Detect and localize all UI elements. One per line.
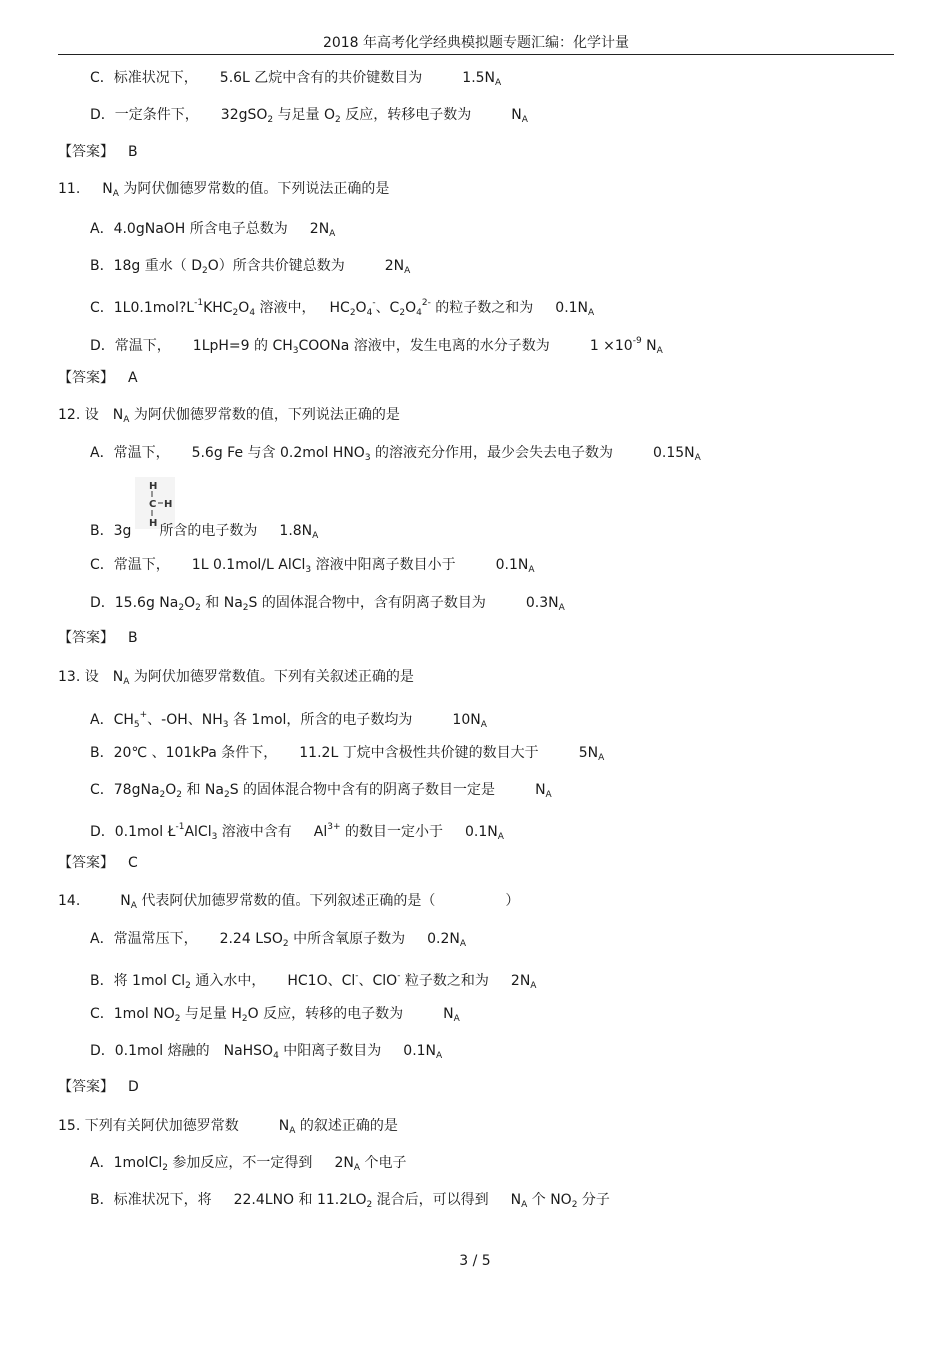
header-divider [58,54,894,55]
q15-option-a: A．1molCl$_2$ 参加反应，不一定得到 $2N_A$ 个电子 [90,1155,407,1173]
q13-option-a: A．$CH_5^+$、-OH、$NH_3$ 各 1mol，所含的电子数均为 $10N_A$ [90,710,487,730]
q11-answer: 【答案】 A [58,370,138,386]
q12-stem: 12. 设 $N_A$ 为阿伏伽德罗常数的值，下列说法正确的是 [58,407,400,425]
page-number: 3 / 5 [459,1253,491,1269]
q11-option-c: C．$1L0.1mol?L^{-1}KHC_2O_4$ 溶液中， $HC_2O_4^-$、$C_2O_4^{2-}$ 的粒子数之和为 $0.1N_A$ [90,298,595,318]
q13-option-c: C．$78gNa_2O_2$ 和 $Na_2S$ 的固体混合物中含有的阴离子数目一定是 $N_A$ [90,782,552,800]
q15-option-b: B．标准状况下，将 22.4LNO 和 $11.2LO_2$ 混合后，可以得到 $N_A$ 个 $NO_2$ 分子 [90,1192,610,1210]
q12-option-b: B．3g 所含的电子数为 $1.8N_A$ [90,523,319,541]
q10-answer: 【答案】 B [58,144,138,160]
formula-h-bottom: H [149,518,158,529]
q14-option-d: D．0.1mol 熔融的 NaHSO$_4$ 中阳离子数目为 $0.1N_A$ [90,1043,443,1061]
q13-option-b: B．20℃ 、101kPa 条件下， 11.2L 丁烷中含极性共价键的数目大于 $5N_A$ [90,745,605,763]
q13-option-d: D．0.1mol $Ł^{-1}AlCl_3$ 溶液中含有 $Al^{3+}$ 的数目一定小于 $0.1N_A$ [90,822,504,842]
q11-option-d: D．常温下， 1LpH=9 的 $CH_3COONa$ 溶液中，发生电离的水分子数为 $1 \times 10^{-9}$ $N_A$ [90,336,663,356]
q13-stem: 13. 设 $N_A$ 为阿伏加德罗常数值。下列有关叙述正确的是 [58,669,414,687]
q12-answer: 【答案】 B [58,630,138,646]
q13-answer: 【答案】 C [58,855,138,871]
q10-option-c: C．标准状况下， 5.6L 乙烷中含有的共价键数目为 $1.5N_A$ [90,70,502,88]
q14-stem: 14. $N_A$ 代表阿伏加德罗常数的值。下列叙述正确的是（ ） [58,893,520,911]
formula-h-right: H [164,499,173,510]
q12-option-a: A．常温下， 5.6g Fe 与含 0.2mol $HNO_3$ 的溶液充分作用，最少会失去电子数为 $0.15N_A$ [90,445,701,463]
q11-stem: 11. $N_A$ 为阿伏伽德罗常数的值。下列说法正确的是 [58,181,390,199]
page-header: 2018 年高考化学经典模拟题专题汇编：化学计量 [322,35,630,51]
q15-stem: 15. 下列有关阿伏加德罗常数 $N_A$ 的叙述正确的是 [58,1118,398,1136]
q14-option-b: B．将 1mol $Cl_2$ 通入水中， HC1O、Cl-、ClO- 粒子数之和为 $2N_A$ [90,971,537,991]
q10-option-d: D．一定条件下， 32gSO$_2$ 与足量 $O_2$ 反应，转移电子数为 $N_A$ [90,107,528,125]
q14-answer: 【答案】 D [58,1079,139,1095]
q12-option-d: D．15.6g $Na_2O_2$ 和 $Na_2S$ 的固体混合物中，含有阴离子数目为 $0.3N_A$ [90,595,565,613]
q14-option-c: C．1mol $NO_2$ 与足量 $H_2O$ 反应，转移的电子数为 $N_A$ [90,1006,460,1024]
formula-c-center: C [149,499,157,510]
q11-option-a: A．4.0gNaOH 所含电子总数为 $2N_A$ [90,221,336,239]
q14-option-a: A．常温常压下， 2.24 $LSO_2$ 中所含氧原子数为 $0.2N_A$ [90,931,467,949]
q12-option-c: C．常温下， 1L 0.1mol/L AlCl$_3$ 溶液中阳离子数目小于 $0.1N_A$ [90,557,535,575]
q11-option-b: B．18g 重水（ $D_2O$）所含共价键总数为 $2N_A$ [90,258,411,276]
formula-h-top: H [149,481,158,492]
